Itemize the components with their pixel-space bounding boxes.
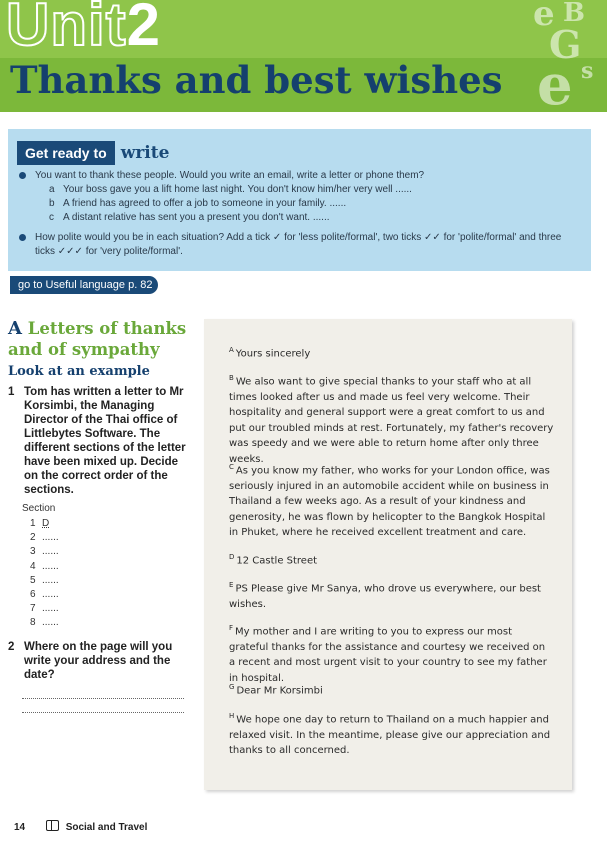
item-text: A friend has agreed to offer a job to someone in your family. ...... — [63, 198, 347, 209]
answer-blank[interactable]: ...... — [42, 617, 59, 629]
item-text: Your boss gave you a lift home last night. You don't know him/her very well ...... — [63, 184, 412, 195]
answer-row: 7 ...... — [30, 603, 59, 615]
book-icon — [46, 820, 59, 831]
bullet-text: How polite would you be in each situation? Add a tick ✓ for 'less polite/formal', two ticks ✓✓ for 'polite/formal' and three ticks ✓✓✓ for 'very polite/formal'. — [35, 232, 562, 257]
page-title: Thanks and best wishes — [10, 58, 503, 102]
bullet-text: You want to thank these people. Would you write an email, write a letter or phone them? — [35, 170, 425, 181]
get-ready-box — [8, 129, 591, 271]
list-item — [17, 211, 582, 225]
answer-list — [30, 517, 59, 631]
book-title: Social and Travel — [65, 822, 148, 833]
item-letter: a — [49, 184, 55, 195]
answer-row: 6 ...... — [30, 589, 59, 601]
unit-label — [6, 0, 161, 59]
answer-blank[interactable]: ...... — [42, 603, 59, 615]
answer-row: 5 ...... — [30, 574, 59, 586]
letter-section-d: $^D$ 12 Castle Street — [229, 553, 318, 567]
section-title: Letters of thanks and of sympathy — [8, 319, 187, 359]
section-heading — [8, 318, 193, 360]
answer-line[interactable] — [22, 698, 184, 699]
letter-section-a: $^A$ Yours sincerely — [229, 346, 311, 360]
bullet-item — [17, 169, 582, 183]
letter-section-c: $^C$ As you know my father, who works for your London office, was seriously injured in an automobile accident while on business in Thailand a few weeks ago. As a result of your kindness and generosity, he was flown by helicopter to the Bangkok Hospital in Phuket, where he received excellent treatment and care. — [229, 463, 550, 539]
bullet-item — [17, 231, 582, 259]
section-label: Section — [22, 503, 56, 514]
answer-row: 2 ...... — [30, 532, 59, 544]
unit-word: Unit — [6, 0, 127, 58]
list-item — [17, 197, 582, 211]
answer-line[interactable] — [22, 712, 184, 713]
list-item — [17, 183, 582, 197]
get-ready-list — [17, 169, 582, 259]
answer-blank[interactable]: ...... — [42, 560, 59, 572]
letter-paper — [204, 319, 572, 790]
answer-row: 3 ...... — [30, 546, 59, 558]
decorative-letters-graphic: e B G e s — [533, 0, 594, 112]
unit-number: 2 — [126, 0, 162, 58]
get-ready-heading — [17, 141, 169, 165]
unit-header-band — [0, 0, 607, 112]
answer-row: 1 D — [30, 518, 50, 529]
bullet-icon — [19, 234, 26, 241]
answer-blank[interactable]: ...... — [42, 574, 59, 586]
page-footer — [14, 820, 147, 833]
get-ready-verb: write — [120, 143, 170, 163]
letter-section-h: $^H$ We hope one day to return to Thailand on a much happier and relaxed visit. In the meantime, please give our appreciation and thanks to all concerned. — [229, 712, 551, 757]
letter-section-g: $^G$ Dear Mr Korsimbi — [229, 683, 323, 697]
answer-row: 4 ...... — [30, 560, 59, 572]
letter-section-f: $^F$ My mother and I are writing to you to express our most grateful thanks for the assistance and courtesy we received on a recent and most urgent visit to your country to see my father in hospital. — [229, 624, 547, 684]
question-text: Where on the page will you write your address and the date? — [24, 641, 173, 681]
item-text: A distant relative has sent you a present you don't want. ...... — [63, 212, 330, 223]
section-letter: A — [8, 318, 22, 339]
page-number: 14 — [14, 822, 26, 833]
letter-section-e: $^E$ PS Please give Mr Sanya, who drove us everywhere, our best wishes. — [229, 581, 541, 610]
answer-row: 8 ...... — [30, 617, 59, 629]
question-text: Tom has written a letter to Mr Korsimbi, the Managing Director of the Thai office of Littlebytes Software. The different sections of the letter have been mixed up. Decide on the correct order of the sections. — [24, 386, 186, 496]
get-ready-tag: Get ready to — [17, 141, 115, 165]
question-number: 1 — [8, 386, 15, 398]
bullet-icon — [19, 172, 26, 179]
answer-blank[interactable]: ...... — [42, 589, 59, 601]
item-letter: b — [49, 198, 55, 209]
answer-blank[interactable]: ...... — [42, 532, 59, 544]
question-number: 2 — [8, 641, 15, 653]
useful-language-link[interactable]: go to Useful language p. 82 — [10, 276, 158, 294]
letter-section-b: $^B$ We also want to give special thanks to your staff who at all times looked after us and made us feel very welcome. Their hospitality and general support were a great comfort to us and put our troubled minds at rest. Fortunately, my father's recovery was speedy and we were able to return home after only three weeks. — [229, 374, 554, 465]
item-letter: c — [49, 212, 54, 223]
answer-blank[interactable]: ...... — [42, 546, 59, 558]
answer-blank[interactable]: D — [42, 518, 50, 529]
look-at-example-heading: Look at an example — [8, 364, 150, 379]
